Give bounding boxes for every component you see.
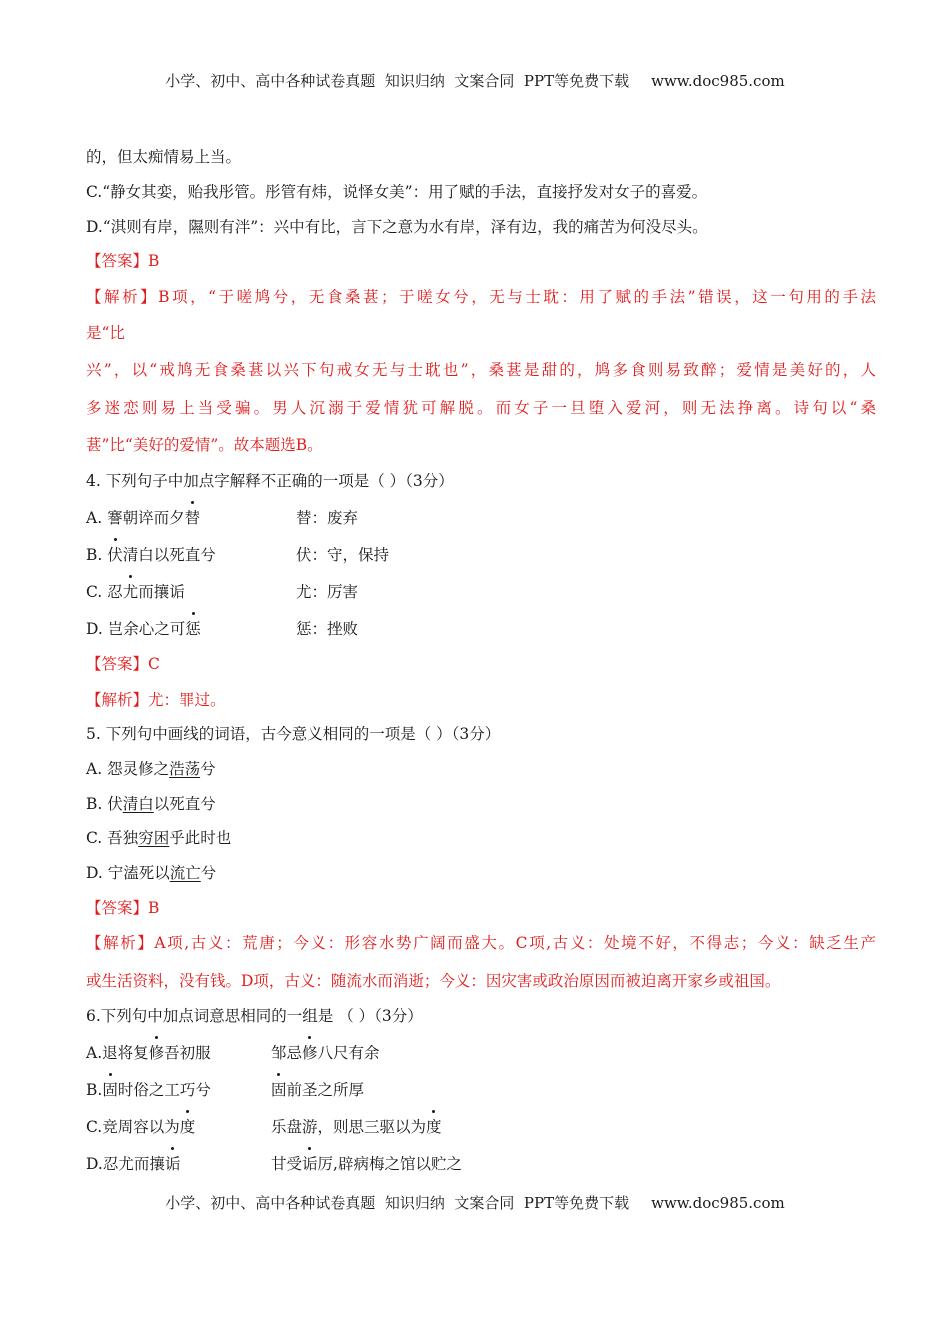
q5-option-d-post: 兮 bbox=[200, 864, 217, 882]
q6-option-b-right bbox=[271, 1080, 364, 1100]
q5-option-a-underlined: 浩荡 bbox=[169, 760, 201, 778]
q5-answer: 【答案】B bbox=[86, 899, 160, 917]
q6-option-c-left-dotted: 度 bbox=[179, 1118, 196, 1136]
q4-option-d-pre: 岂余心之可 bbox=[107, 620, 186, 638]
q4-option-b-label: B. bbox=[86, 546, 108, 564]
q4-option-c-post: 而攘诟 bbox=[138, 583, 185, 601]
q5-option-a bbox=[86, 759, 876, 779]
q6-option-a-left-post: 吾初服 bbox=[164, 1044, 211, 1062]
q6-option-c bbox=[86, 1117, 876, 1137]
q4-option-c bbox=[86, 582, 876, 602]
q4-option-d-explain: 惩：挫败 bbox=[296, 620, 359, 638]
footer-text: 小学、初中、高中各种试卷真题 知识归纳 文案合同 PPT等免费下载 bbox=[165, 1194, 630, 1212]
q4-option-a-pre: 謇朝谇而夕 bbox=[107, 509, 185, 527]
q3-option-b-tail: 的，但太痴情易上当。 bbox=[86, 148, 242, 166]
q6-option-b-left-post: 时俗之工巧兮 bbox=[117, 1081, 211, 1099]
q6-option-c-left-pre: 竞周容以为 bbox=[102, 1118, 180, 1136]
footer-site: www.doc985.com bbox=[651, 1194, 785, 1212]
q4-analysis: 【解析】尤：罪过。 bbox=[86, 691, 226, 709]
q4-option-d-dotted: 惩 bbox=[185, 620, 201, 638]
q4-option-c-pre: 忍 bbox=[107, 583, 123, 601]
q3-analysis-line-5: 葚”比“美好的爱情”。故本题选B。 bbox=[86, 436, 323, 454]
q4-option-c-label: C. bbox=[86, 583, 108, 601]
q5-option-c-label: C. bbox=[86, 829, 108, 847]
q6-option-b-label: B. bbox=[86, 1081, 103, 1099]
q5-option-c-post: 乎此时也 bbox=[169, 829, 232, 847]
q6-stem: 6.下列句中加点词意思相同的一组是 （ ）（3分） bbox=[86, 1007, 423, 1025]
q6-option-b-right-post: 前圣之所厚 bbox=[286, 1081, 365, 1099]
q6-option-d-left-dotted: 诟 bbox=[164, 1155, 181, 1173]
q6-option-c-right bbox=[271, 1117, 442, 1137]
q6-option-a-right-post: 八尺有余 bbox=[317, 1044, 380, 1062]
q3-option-c: C.“静女其娈，贻我彤管。彤管有炜，说怿女美”：用了赋的手法，直接抒发对女子的喜爱。 bbox=[86, 183, 708, 201]
q6-option-d bbox=[86, 1154, 876, 1174]
q5-option-b-pre: 伏 bbox=[107, 795, 123, 813]
q3-answer: 【答案】B bbox=[86, 252, 160, 270]
q6-option-d-right bbox=[271, 1154, 462, 1174]
q6-option-a-left-pre: 退将复 bbox=[102, 1044, 149, 1062]
q5-option-b-post: 以死直兮 bbox=[153, 795, 216, 813]
q5-option-c-underlined: 穷困 bbox=[138, 829, 170, 847]
q4-option-c-dotted: 尤 bbox=[122, 583, 139, 601]
q4-option-d-label: D. bbox=[86, 620, 108, 638]
q4-option-a bbox=[86, 508, 876, 528]
page-header bbox=[0, 70, 950, 91]
q6-option-a-right bbox=[271, 1043, 380, 1063]
header-site: www.doc985.com bbox=[651, 72, 785, 90]
q6-option-b-right-dotted: 固 bbox=[271, 1081, 287, 1099]
q5-option-c-pre: 吾独 bbox=[107, 829, 139, 847]
q6-option-a-label: A. bbox=[86, 1044, 103, 1062]
q3-analysis-line-4: 多迷恋则易上当受骗。男人沉溺于爱情犹可解脱。而女子一旦堕入爱河，则无法挣离。诗句以“桑 bbox=[86, 399, 876, 417]
q4-option-b-dotted: 伏 bbox=[107, 546, 123, 564]
q6-option-b-left-dotted: 固 bbox=[102, 1081, 118, 1099]
q5-option-a-label: A. bbox=[86, 760, 108, 778]
q6-option-a-right-pre: 邹忌 bbox=[271, 1044, 303, 1062]
q3-analysis-line-3: 兴”，以“戒鸠无食桑葚以兴下句戒女无与士耽也”，桑葚是甜的，鸠多食则易致醉；爱情是美好的，人 bbox=[86, 361, 876, 379]
q5-analysis-line-2: 或生活资料，没有钱。D项，古义：随流水而消逝；今义：因灾害或政治原因而被迫离开家乡或祖国。 bbox=[86, 972, 781, 990]
q6-option-d-right-post: 厉,辟病梅之馆以贮之 bbox=[317, 1155, 462, 1173]
q6-option-d-right-pre: 甘受 bbox=[271, 1155, 303, 1173]
q6-option-d-label: D. bbox=[86, 1155, 103, 1173]
q4-option-d bbox=[86, 619, 876, 639]
q5-option-a-pre: 怨灵修之 bbox=[107, 760, 170, 778]
q4-option-b bbox=[86, 545, 876, 565]
q3-option-d: D.“淇则有岸，隰则有泮”：兴中有比，言下之意为水有岸，泽有边，我的痛苦为何没尽头。 bbox=[86, 218, 708, 236]
q4-option-c-explain: 尤：厉害 bbox=[296, 583, 359, 601]
q5-option-b-label: B. bbox=[86, 795, 108, 813]
q4-option-a-label: A. bbox=[86, 509, 108, 527]
q6-option-c-label: C. bbox=[86, 1118, 103, 1136]
q4-option-a-explain: 替：废弃 bbox=[296, 509, 359, 527]
q5-option-d-pre: 宁溘死以 bbox=[107, 864, 170, 882]
q5-option-d-label: D. bbox=[86, 864, 108, 882]
page-footer bbox=[0, 1192, 950, 1213]
q6-option-a-left-dotted: 修 bbox=[148, 1044, 165, 1062]
q5-option-b-underlined: 清白 bbox=[122, 795, 154, 813]
q6-option-a-right-dotted: 修 bbox=[302, 1044, 318, 1062]
q5-option-a-post: 兮 bbox=[200, 760, 216, 778]
q6-option-c-right-pre: 乐盘游，则思三驱以为 bbox=[271, 1118, 427, 1136]
q4-option-b-post: 清白以死直兮 bbox=[122, 546, 216, 564]
q6-option-a bbox=[86, 1043, 876, 1063]
q5-analysis-line-1: 【解析】A项,古义：荒唐；今义：形容水势广阔而盛大。C项,古义：处境不好，不得志；今义：缺乏生产 bbox=[86, 934, 876, 952]
q5-option-d-underlined: 流亡 bbox=[169, 864, 201, 882]
q4-option-b-explain: 伏：守，保持 bbox=[296, 546, 390, 564]
q5-stem: 5. 下列句中画线的词语，古今意义相同的一项是（ ）（3分） bbox=[86, 725, 501, 743]
q3-analysis-line-1: 【解析】B项，“于嗟鸠兮，无食桑葚；于嗟女兮，无与士耽：用了赋的手法”错误，这一句用的手法 bbox=[86, 288, 876, 306]
q5-option-c bbox=[86, 828, 876, 848]
q5-option-b bbox=[86, 794, 876, 814]
q6-option-c-right-dotted: 度 bbox=[426, 1118, 442, 1136]
q6-option-d-right-dotted: 诟 bbox=[302, 1155, 318, 1173]
header-text: 小学、初中、高中各种试卷真题 知识归纳 文案合同 PPT等免费下载 bbox=[165, 72, 630, 90]
q4-stem: 4. 下列句子中加点字解释不正确的一项是（ ）（3分） bbox=[86, 472, 454, 490]
q3-analysis-line-2: 是“比 bbox=[86, 324, 125, 342]
q6-option-b bbox=[86, 1080, 876, 1100]
q4-option-a-dotted: 替 bbox=[184, 509, 201, 527]
q4-answer: 【答案】C bbox=[86, 655, 160, 673]
q5-option-d bbox=[86, 863, 876, 883]
q6-option-d-left-pre: 忍尤而攘 bbox=[102, 1155, 165, 1173]
